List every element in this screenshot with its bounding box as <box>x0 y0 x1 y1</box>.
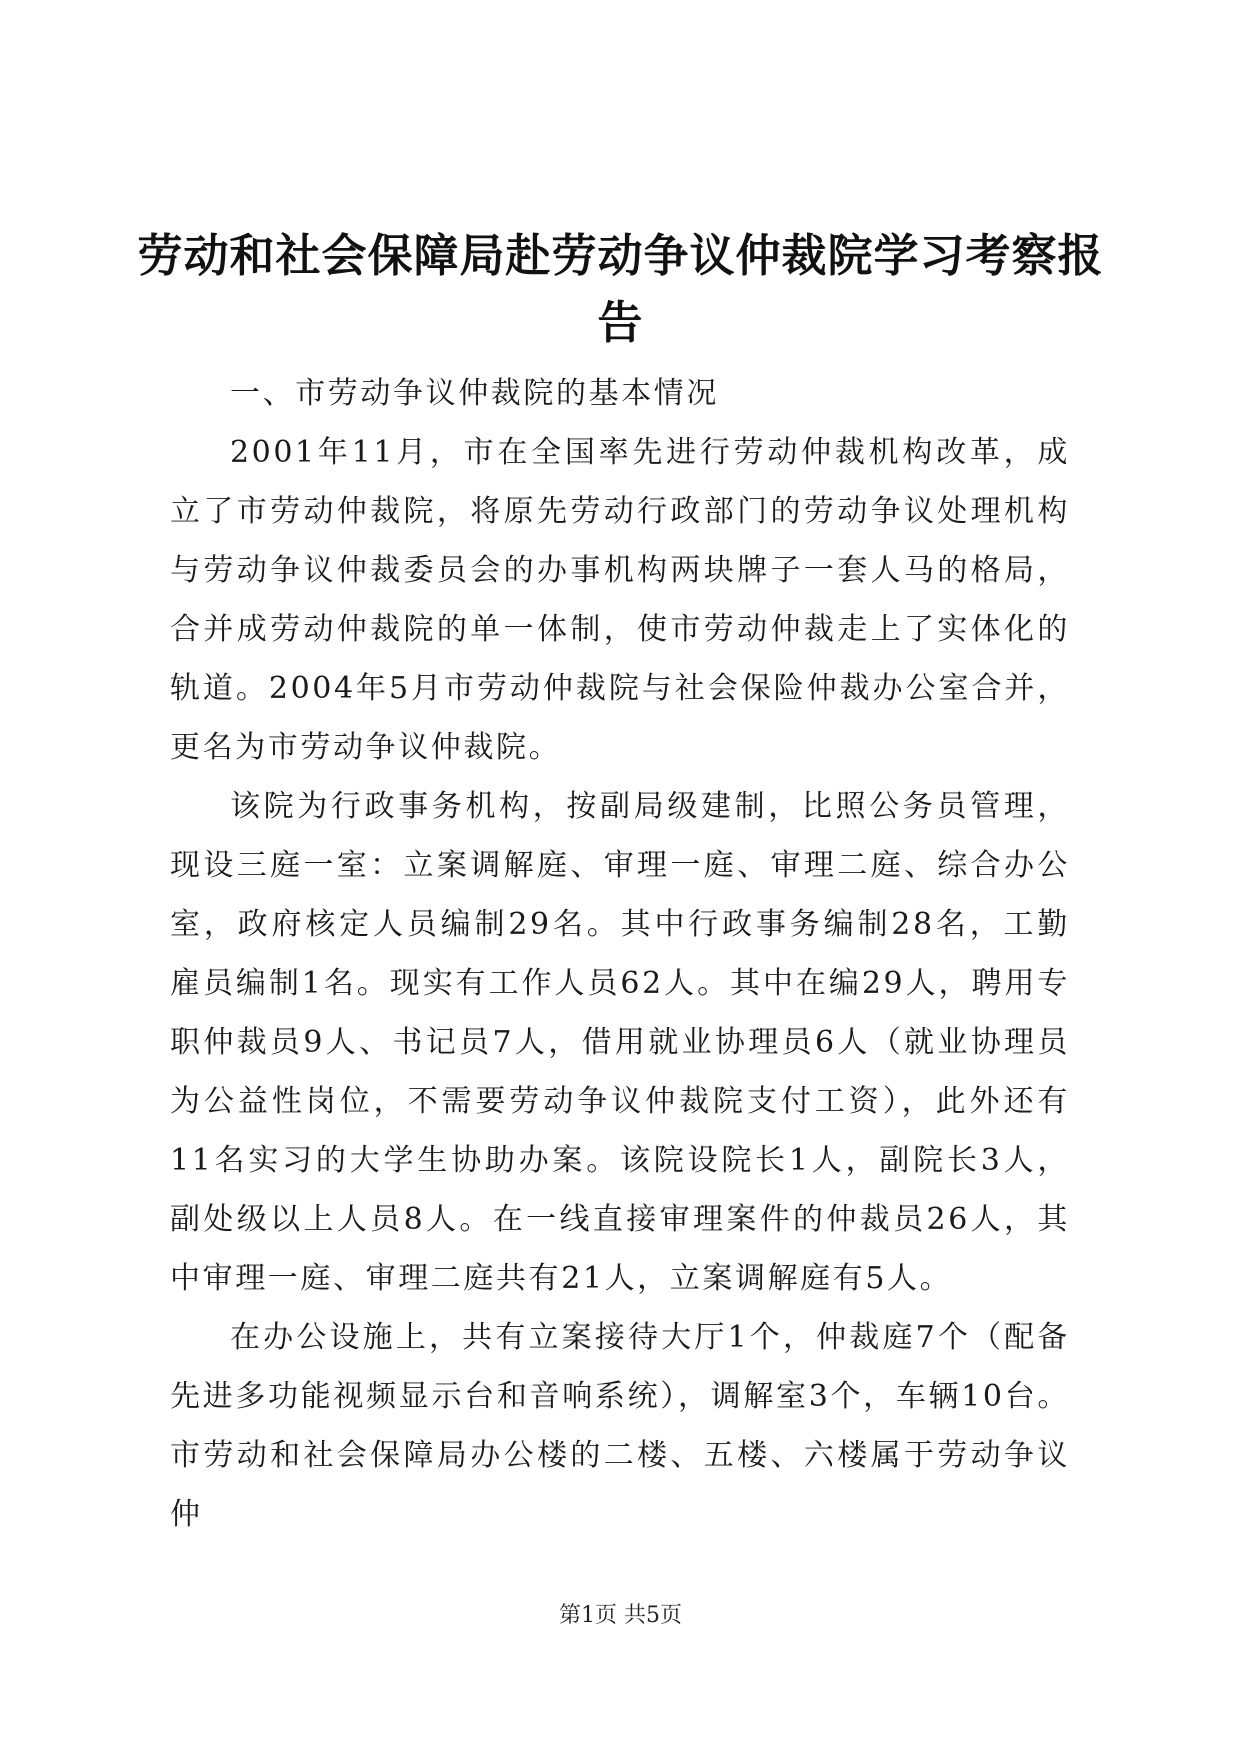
body-paragraph: 该院为行政事务机构，按副局级建制，比照公务员管理，现设三庭一室：立案调解庭、审理一庭、审理二庭、综合办公室，政府核定人员编制29名。其中行政事务编制28名，工勤雇员编制1名。现实有工作人员62人。其中在编29人，聘用专职仲裁员9人、书记员7人，借用就业协理员6人（就业协理员为公益性岗位，不需要劳动争议仲裁院支付工资），此外还有11名实习的大学生协助办案。该院设院长1人，副院长3人，副处级以上人员8人。在一线直接审理案件的仲裁员26人，其中审理一庭、审理二庭共有21人，立案调解庭有5人。 <box>170 789 1070 1296</box>
page-number-footer: 第1页 共5页 <box>559 1603 682 1628</box>
document-body <box>170 364 1070 1544</box>
body-paragraph: 2001年11月，市在全国率先进行劳动仲裁机构改革，成立了市劳动仲裁院，将原先劳动行政部门的劳动争议处理机构与劳动争议仲裁委员会的办事机构两块牌子一套人马的格局，合并成劳动仲裁院的单一体制，使市劳动仲裁走上了实体化的轨道。2004年5月市劳动仲裁院与社会保险仲裁办公室合并，更名为市劳动争议仲裁院。 <box>170 435 1070 765</box>
section-heading: 一、市劳动争议仲裁院的基本情况 <box>230 376 719 411</box>
document-title: 劳动和社会保障局赴劳动争议仲裁院学习考察报告 <box>137 229 1104 349</box>
body-paragraph: 在办公设施上，共有立案接待大厅1个，仲裁庭7个（配备先进多功能视频显示台和音响系统），调解室3个，车辆10台。市劳动和社会保障局办公楼的二楼、五楼、六楼属于劳动争议仲 <box>170 1320 1070 1532</box>
